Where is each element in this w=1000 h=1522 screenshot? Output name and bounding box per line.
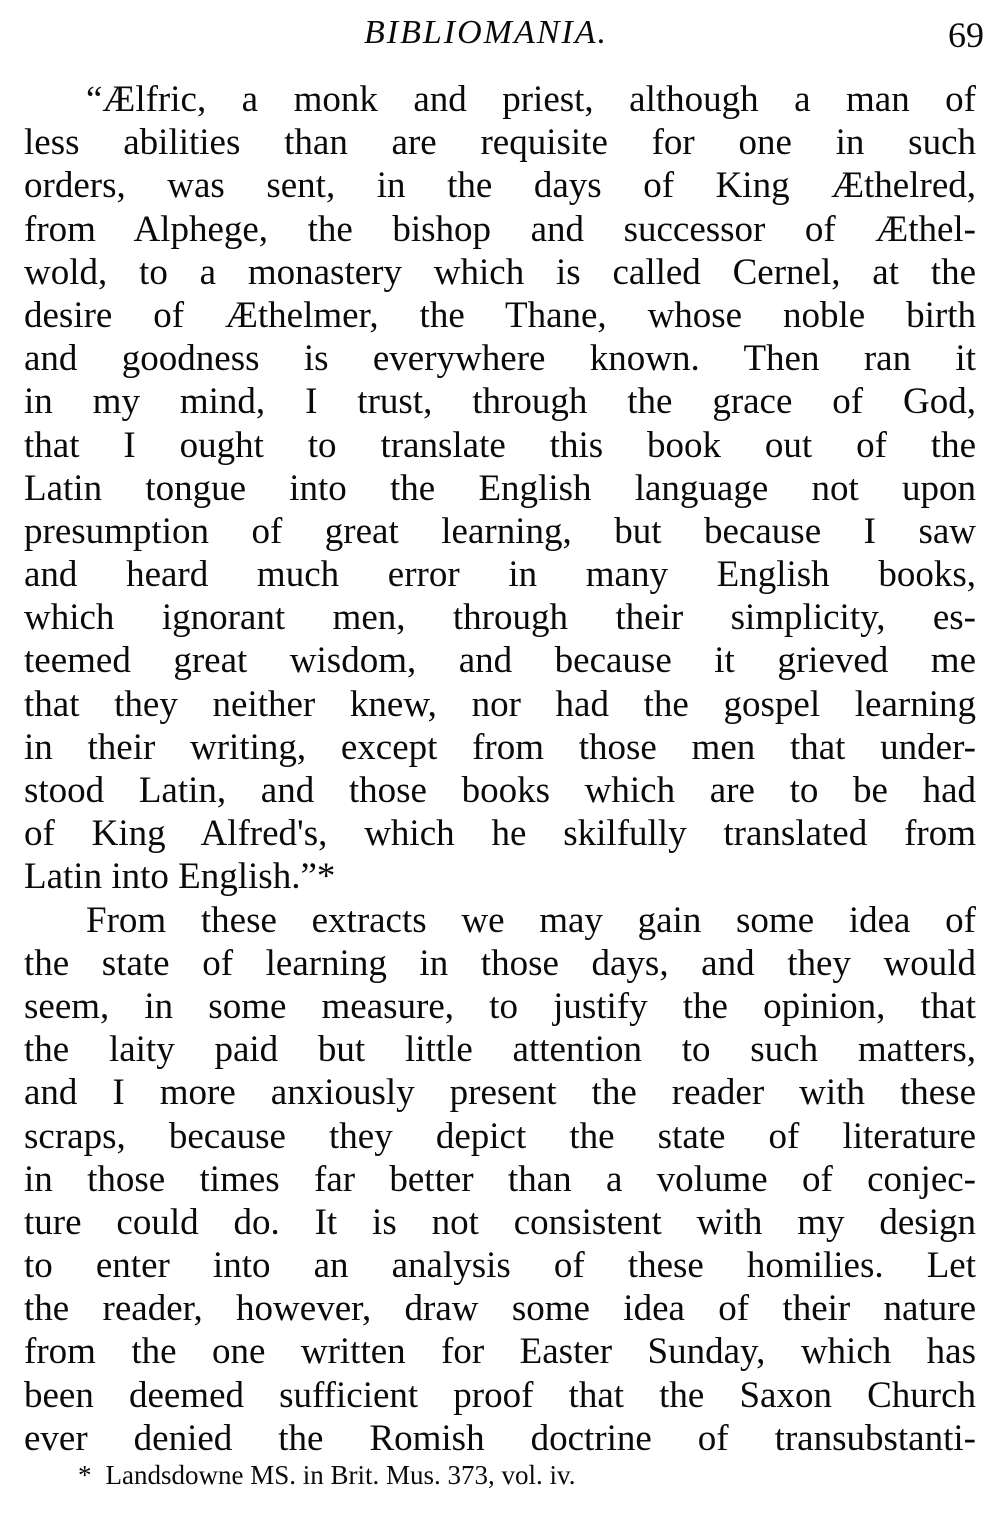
text-line: from Alphege, the bishop and successor of Æthel- (24, 208, 976, 250)
text-line: the reader, however, draw some idea of their nature (24, 1288, 976, 1330)
text-line: desire of Æthelmer, the Thane, whose noble birth (24, 294, 976, 336)
page-header (24, 8, 984, 64)
text-line: which ignorant men, through their simplicity, es- (24, 597, 976, 639)
footnote (78, 1460, 576, 1491)
text-line: “Ælfric, a monk and priest, although a man of (86, 79, 976, 120)
text-line: that I ought to translate this book out of the (24, 424, 976, 466)
text-line: Latin into English.”* (24, 856, 336, 898)
text-line: and heard much error in many English books, (24, 554, 976, 596)
text-line: wold, to a monastery which is called Cernel, at the (24, 251, 976, 293)
text-line: ture could do. It is not consistent with my design (24, 1201, 976, 1243)
text-line: Latin tongue into the English language not upon (24, 467, 976, 509)
text-line: that they neither knew, nor had the gospel learning (24, 683, 976, 725)
body-text (24, 78, 976, 1460)
text-line: seem, in some measure, to justify the opinion, that (24, 985, 976, 1027)
footnote-marker: * (78, 1460, 92, 1490)
text-line: and goodness is everywhere known. Then ran it (24, 338, 976, 380)
text-line: scraps, because they depict the state of literature (24, 1115, 976, 1157)
text-line: From these extracts we may gain some idea of (86, 899, 976, 941)
text-line: stood Latin, and those books which are to be had (24, 770, 976, 811)
text-line: to enter into an analysis of these homilies. Let (24, 1245, 976, 1287)
text-line: ever denied the Romish doctrine of transubstanti- (24, 1417, 976, 1459)
text-line: teemed great wisdom, and because it grieved me (24, 640, 976, 682)
text-line: been deemed sufficient proof that the Saxon Church (24, 1374, 976, 1416)
text-line: in those times far better than a volume of conjec- (24, 1158, 976, 1200)
text-line: in my mind, I trust, through the grace of God, (24, 381, 976, 423)
text-line: orders, was sent, in the days of King Æthelred, (24, 165, 976, 207)
text-line: less abilities than are requisite for one in such (24, 122, 976, 164)
text-line: and I more anxiously present the reader with these (24, 1072, 976, 1114)
text-line: the state of learning in those days, and they would (24, 942, 976, 984)
page-number: 69 (948, 15, 984, 55)
text-line: from the one written for Easter Sunday, which has (24, 1331, 976, 1373)
footnote-text: Landsdowne MS. in Brit. Mus. 373, vol. iv. (105, 1460, 576, 1490)
running-title: BIBLIOMANIA. (364, 14, 609, 51)
text-line: the laity paid but little attention to such matters, (24, 1029, 976, 1071)
text-line: presumption of great learning, but because I saw (24, 510, 976, 552)
text-line: of King Alfred's, which he skilfully translated from (24, 813, 976, 855)
text-line: in their writing, except from those men that under- (24, 726, 976, 768)
